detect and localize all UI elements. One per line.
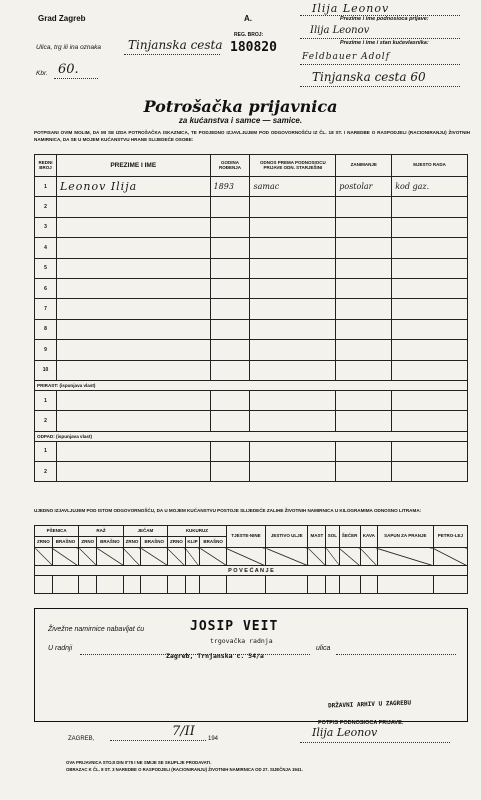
house-number-label: Kbr. — [36, 70, 48, 77]
person-cell-name[interactable] — [56, 217, 210, 237]
col-header-year: GODINA ROĐENJA — [210, 155, 250, 177]
person-cell-no: 2 — [35, 197, 57, 217]
person-cell-no: 8 — [35, 319, 57, 339]
person-cell-no: 10 — [35, 360, 57, 380]
col-header-name: PREZIME I IME — [56, 155, 210, 177]
stock-value-cell[interactable] — [97, 548, 124, 566]
increase-value-cell[interactable] — [308, 576, 326, 594]
authority-row — [35, 390, 468, 410]
person-cell-no: 7 — [35, 299, 57, 319]
person-cell-occupation[interactable] — [336, 197, 392, 217]
signature[interactable]: Ilija Leonov — [312, 726, 378, 739]
person-cell-no: 3 — [35, 217, 57, 237]
person-cell-occupation[interactable]: postolar — [336, 177, 392, 197]
stock-value-cell[interactable] — [167, 548, 185, 566]
increase-value-cell[interactable] — [52, 576, 79, 594]
authority-cell[interactable] — [250, 411, 336, 431]
authority-cell[interactable] — [336, 441, 392, 461]
authority-cell[interactable] — [250, 462, 336, 482]
person-cell-year[interactable] — [210, 217, 250, 237]
authority-row-no: 2 — [35, 462, 57, 482]
person-row — [35, 177, 468, 197]
stock-value-cell[interactable] — [35, 548, 53, 566]
stock-value-cell[interactable] — [433, 548, 467, 566]
authority-cell[interactable] — [336, 411, 392, 431]
stock-group-header: KUKURUZ — [167, 526, 226, 537]
person-cell-year[interactable] — [210, 278, 250, 298]
applicant-name[interactable]: Ilija Leonov — [312, 2, 390, 15]
stock-sub-header: KLIP — [185, 537, 200, 548]
stock-sub-header: BRAŠNO — [200, 537, 227, 548]
person-row — [35, 319, 468, 339]
increase-value-cell[interactable] — [433, 576, 467, 594]
stock-increase-label-row — [35, 566, 468, 576]
price-note: OVA PRIJAVNICA STOJI DIN 0'75 I NE SMIJE SE SKUPLJE PRODAVATI. — [66, 760, 212, 765]
reg-number: 180820 — [230, 40, 277, 55]
person-cell-no: 6 — [35, 278, 57, 298]
col-header-occupation: ZANIMANJE — [336, 155, 392, 177]
stock-group-row — [35, 526, 468, 537]
stock-value-cell[interactable] — [79, 548, 97, 566]
year-label: 194 — [208, 736, 219, 742]
person-row — [35, 299, 468, 319]
stock-sub-header: ZRNO — [167, 537, 185, 548]
date-value[interactable]: 7/II — [172, 724, 195, 739]
person-cell-workplace[interactable] — [392, 258, 468, 278]
form-title: Potrošačka prijavnica — [143, 97, 338, 116]
person-cell-no: 4 — [35, 238, 57, 258]
person-cell-occupation[interactable] — [336, 299, 392, 319]
increase-value-cell[interactable] — [167, 576, 185, 594]
stock-value-cell[interactable] — [266, 548, 308, 566]
form-note: OBRAZAC K ČL. 8 ST. 3 NAREDBE O RASPODJELI (RACIONIRANJU) ŽIVOTNIH NAMIRNICA OD 27. SIJEČNJA 1941. — [66, 767, 303, 772]
street-label: Ulica, trg ili ina oznaka — [36, 44, 102, 51]
stock-value-cell[interactable] — [308, 548, 326, 566]
stock-group-header: KAVA — [360, 526, 377, 548]
increase-value-cell[interactable] — [339, 576, 360, 594]
person-cell-name[interactable] — [56, 197, 210, 217]
city-name: Grad Zagreb — [38, 14, 86, 23]
col-header-workplace: MJESTO RADA — [392, 155, 468, 177]
authority-cell[interactable] — [210, 441, 250, 461]
householder-name[interactable]: Feldbauer Adolf — [302, 52, 391, 62]
stock-value-cell[interactable] — [377, 548, 433, 566]
person-cell-occupation[interactable] — [336, 360, 392, 380]
person-cell-workplace[interactable] — [392, 299, 468, 319]
stock-sub-header: BRAŠNO — [141, 537, 168, 548]
authority-cell[interactable] — [392, 462, 468, 482]
shop-stamp-address: Zagreb, Trnjanska c. 54/a — [166, 652, 264, 660]
stock-increase-row — [35, 576, 468, 594]
stock-sub-header: ZRNO — [123, 537, 141, 548]
person-cell-no: 9 — [35, 340, 57, 360]
stock-group-header: RAŽ — [79, 526, 123, 537]
stock-group-header: PETRO-LEJ — [433, 526, 467, 548]
section-label: ODPAD: (ispunjava vlast) — [35, 431, 468, 441]
increase-value-cell[interactable] — [97, 576, 124, 594]
increase-value-cell[interactable] — [200, 576, 227, 594]
supply-label: Živežne namirnice nabavljat ću — [48, 626, 145, 633]
increase-value-cell[interactable] — [360, 576, 377, 594]
stock-group-header: ŠEĆER — [339, 526, 360, 548]
authority-cell[interactable] — [250, 390, 336, 410]
stock-sub-header: BRAŠNO — [52, 537, 79, 548]
person-cell-no: 5 — [35, 258, 57, 278]
stock-sub-header: BRAŠNO — [97, 537, 124, 548]
person-cell-occupation[interactable] — [336, 238, 392, 258]
authority-cell[interactable] — [392, 411, 468, 431]
section-label-row — [35, 431, 468, 441]
col-header-no: REDNI BROJ — [35, 155, 57, 177]
authority-row-no: 2 — [35, 411, 57, 431]
person-cell-workplace[interactable] — [392, 197, 468, 217]
stock-group-header: MAST — [308, 526, 326, 548]
person-cell-name[interactable] — [56, 340, 210, 360]
authority-row — [35, 462, 468, 482]
person-cell-relation[interactable] — [250, 258, 336, 278]
stock-intro: UJEDNO IZJAVLJUJEM POD ISTOM ODGOVORNOŠĆU, DA U MOJEM KUĆANSTVU POSTOJE SLIJEDEĆE ZALIHE ŽIVOTNIH NAMIRNICA U KILOGRAMIMA ODNOSNO LITRAMA: — [34, 508, 422, 513]
person-row — [35, 197, 468, 217]
householder-address[interactable]: Tinjanska cesta 60 — [312, 70, 426, 84]
person-cell-year[interactable] — [210, 340, 250, 360]
person-cell-name[interactable] — [56, 238, 210, 258]
authority-cell[interactable] — [56, 441, 210, 461]
person-cell-year[interactable] — [210, 258, 250, 278]
stock-value-cell[interactable] — [141, 548, 168, 566]
person-cell-year[interactable] — [210, 360, 250, 380]
person-cell-name[interactable]: Leonov Ilija — [56, 177, 210, 197]
authority-cell[interactable] — [210, 390, 250, 410]
increase-value-cell[interactable] — [185, 576, 200, 594]
house-number-value[interactable]: 60. — [58, 62, 79, 77]
intro-text: POTPISANI OVIM MOLIM, DA MI SE IZDA POTROŠAČKA ISKAZNICA, TE PODJEDNO IZJAVLJUJEM POD ODGOVORNOŠĆU IZ ČL. 18 ST. I NAREDBE O RASPODJELI (RACIONIRANJU) ŽIVOTNIH NAMIRNICA, DA SE U MOJEM KUĆANSTVU HRANE SLIJEDEĆE OSOBE: — [34, 130, 470, 142]
authority-row-no: 1 — [35, 441, 57, 461]
col-header-relation: ODNOS PREMA PODNOSIOCU PRIJAVE ODN. STARJEŠINI — [250, 155, 336, 177]
person-cell-workplace[interactable] — [392, 360, 468, 380]
increase-value-cell[interactable] — [123, 576, 141, 594]
person-cell-year[interactable] — [210, 197, 250, 217]
stock-value-cell[interactable] — [339, 548, 360, 566]
form-letter: A. — [244, 14, 252, 23]
person-cell-workplace[interactable] — [392, 340, 468, 360]
stock-value-cell[interactable] — [360, 548, 377, 566]
person-cell-relation[interactable] — [250, 278, 336, 298]
person-cell-occupation[interactable] — [336, 340, 392, 360]
authority-cell[interactable] — [210, 411, 250, 431]
person-cell-occupation[interactable] — [336, 319, 392, 339]
authority-cell[interactable] — [336, 462, 392, 482]
increase-value-cell[interactable] — [35, 576, 53, 594]
stock-table — [34, 525, 468, 594]
stock-value-cell[interactable] — [52, 548, 79, 566]
person-cell-workplace[interactable]: kod gaz. — [392, 177, 468, 197]
shop-street-label: ulica — [316, 645, 331, 652]
stock-group-header: PŠENICA — [35, 526, 79, 537]
stock-group-header: SAPUN ZA PRANJE — [377, 526, 433, 548]
person-cell-relation[interactable] — [250, 299, 336, 319]
shop-label: U radnji — [48, 645, 73, 652]
person-row — [35, 258, 468, 278]
persons-table — [34, 154, 468, 482]
form-subtitle: za kućanstva i samce — samice. — [178, 116, 303, 125]
person-row — [35, 217, 468, 237]
authority-cell[interactable] — [250, 441, 336, 461]
person-cell-relation[interactable] — [250, 217, 336, 237]
person-cell-relation[interactable] — [250, 319, 336, 339]
authority-row — [35, 411, 468, 431]
authority-row-no: 1 — [35, 390, 57, 410]
authority-row — [35, 441, 468, 461]
person-cell-relation[interactable]: samac — [250, 177, 336, 197]
increase-value-cell[interactable] — [377, 576, 433, 594]
person-row — [35, 360, 468, 380]
householder-label: Prezime i ime i stan kućevlasnika: — [340, 40, 429, 46]
applicant-name-2[interactable]: Ilija Leonov — [310, 25, 370, 36]
person-row — [35, 340, 468, 360]
signature-label: POTPIS PODNOSIOCA PRIJAVE: — [318, 720, 404, 726]
person-cell-workplace[interactable] — [392, 217, 468, 237]
authority-cell[interactable] — [392, 441, 468, 461]
authority-cell[interactable] — [336, 390, 392, 410]
stock-sub-header: ZRNO — [79, 537, 97, 548]
person-cell-occupation[interactable] — [336, 217, 392, 237]
person-cell-workplace[interactable] — [392, 319, 468, 339]
person-cell-name[interactable] — [56, 299, 210, 319]
person-cell-name[interactable] — [56, 319, 210, 339]
increase-value-cell[interactable] — [141, 576, 168, 594]
person-cell-year[interactable]: 1893 — [210, 177, 250, 197]
increase-value-cell[interactable] — [226, 576, 265, 594]
person-row — [35, 278, 468, 298]
person-cell-relation[interactable] — [250, 238, 336, 258]
stock-value-row — [35, 548, 468, 566]
stock-value-cell[interactable] — [226, 548, 265, 566]
shop-stamp-name: JOSIP VEIT — [190, 619, 279, 634]
person-cell-occupation[interactable] — [336, 278, 392, 298]
increase-label: P O V E Ć A N J E — [35, 566, 468, 576]
authority-cell[interactable] — [56, 390, 210, 410]
section-label-row — [35, 380, 468, 390]
stock-group-header: TJESTE-NINE — [226, 526, 265, 548]
person-cell-occupation[interactable] — [336, 258, 392, 278]
person-cell-name[interactable] — [56, 278, 210, 298]
section-label: PRIRAST: (ispunjava vlast) — [35, 380, 468, 390]
person-cell-no: 1 — [35, 177, 57, 197]
stock-value-cell[interactable] — [200, 548, 227, 566]
reg-label: REG. BROJ: — [234, 32, 264, 38]
person-cell-workplace[interactable] — [392, 238, 468, 258]
street-value[interactable]: Tinjanska cesta — [128, 38, 223, 52]
stock-group-header: JEČAM — [123, 526, 167, 537]
person-cell-year[interactable] — [210, 299, 250, 319]
stock-group-header: JESTIVO ULJE — [266, 526, 308, 548]
stock-sub-header: ZRNO — [35, 537, 53, 548]
person-cell-year[interactable] — [210, 238, 250, 258]
archive-stamp: DRŽAVNI ARHIV U ZAGREBU — [327, 699, 412, 710]
person-cell-workplace[interactable] — [392, 278, 468, 298]
person-cell-name[interactable] — [56, 360, 210, 380]
person-cell-relation[interactable] — [250, 340, 336, 360]
increase-value-cell[interactable] — [326, 576, 339, 594]
stock-value-cell[interactable] — [185, 548, 200, 566]
increase-value-cell[interactable] — [266, 576, 308, 594]
applicant-label: Prezime i ime podnosioca prijave: — [340, 16, 429, 22]
place-label: ZAGREB, — [68, 736, 95, 742]
increase-value-cell[interactable] — [79, 576, 97, 594]
stock-value-cell[interactable] — [123, 548, 141, 566]
stock-group-header: SOL — [326, 526, 339, 548]
person-cell-relation[interactable] — [250, 197, 336, 217]
stock-value-cell[interactable] — [326, 548, 339, 566]
person-cell-year[interactable] — [210, 319, 250, 339]
person-cell-relation[interactable] — [250, 360, 336, 380]
shop-stamp-sub: trgovačka radnja — [210, 637, 273, 645]
person-cell-name[interactable] — [56, 258, 210, 278]
authority-cell[interactable] — [56, 411, 210, 431]
person-row — [35, 238, 468, 258]
authority-cell[interactable] — [56, 462, 210, 482]
authority-cell[interactable] — [392, 390, 468, 410]
authority-cell[interactable] — [210, 462, 250, 482]
